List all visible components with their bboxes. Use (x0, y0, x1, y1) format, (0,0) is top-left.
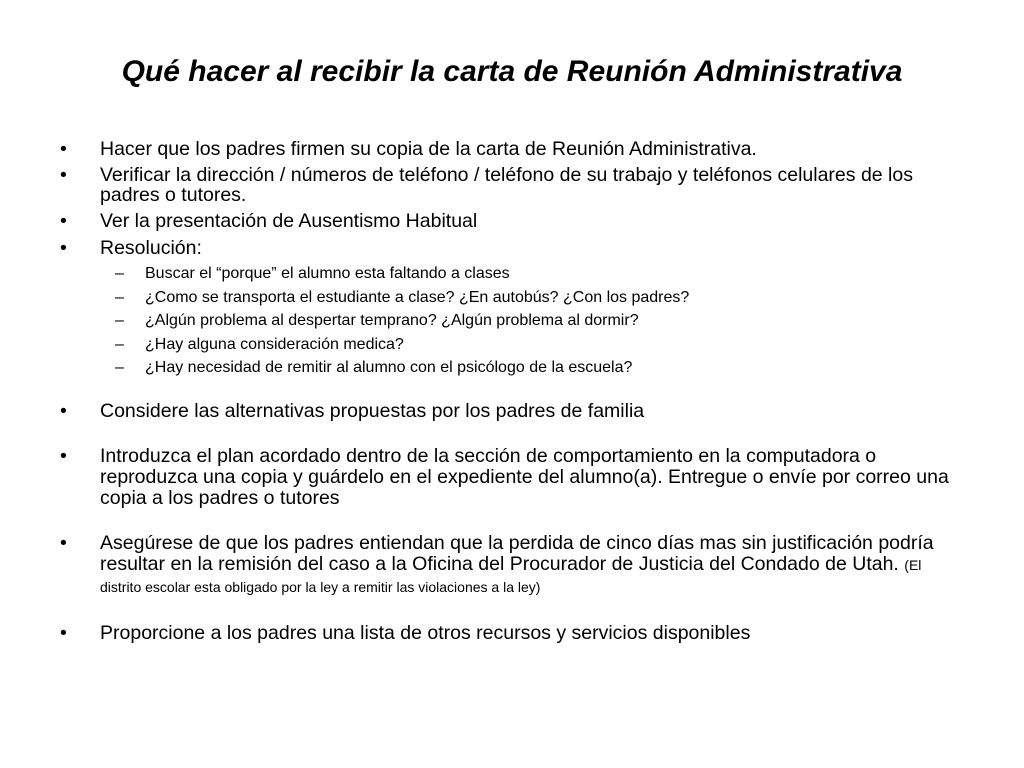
sub-item (58, 335, 958, 355)
sub-text: ¿Algún problema al despertar temprano? ¿Algún problema al dormir? (145, 312, 639, 329)
bullet-item (58, 400, 958, 422)
bullet-item (58, 622, 958, 644)
bullet-text: Considere las alternativas propuestas por los padres de familia (100, 400, 645, 422)
sub-text: ¿Hay alguna consideración medica? (145, 335, 404, 353)
sub-item (58, 288, 958, 308)
bullet-text: Asegúrese de que los padres entiendan que la perdida de cinco días mas sin justificación podría resultar en la remisión del caso a la Oficina del Procurador de Justicia del Condado de Utah. (100, 532, 934, 575)
sub-list (58, 264, 958, 378)
bullet-mark: • (60, 445, 67, 467)
sub-text: ¿Como se transporta el estudiante a clase? ¿En autobús? ¿Con los padres? (145, 288, 690, 306)
bullet-text: Resolución: (100, 237, 202, 259)
bullet-list (58, 138, 958, 649)
sub-item (58, 311, 958, 331)
bullet-text: Verificar la dirección / números de teléfono / teléfono de su trabajo y teléfonos celulares de los padres o tutores. (100, 164, 913, 206)
bullet-mark: • (60, 210, 67, 232)
bullet-mark: • (60, 400, 67, 422)
bullet-mark: • (60, 532, 67, 554)
bullet-item (58, 237, 958, 259)
legal-note: (El distrito escolar esta obligado por la ley a remitir las violaciones a la ley) (100, 557, 922, 595)
bullet-text: Introduzca el plan acordado dentro de la sección de comportamiento en la computadora o reproduzca una copia y guárdelo en el expediente del alumno(a). Entregue o envíe por correo una copia a los padres o tutores (100, 445, 949, 509)
sub-item (58, 358, 958, 378)
sub-text: ¿Hay necesidad de remitir al alumno con el psicólogo de la escuela? (145, 359, 633, 376)
bullet-mark: • (60, 138, 67, 160)
sub-item (58, 264, 958, 284)
bullet-item (58, 138, 958, 160)
bullet-item (58, 446, 958, 509)
bullet-mark: • (60, 237, 67, 259)
bullet-mark: • (60, 164, 67, 186)
slide-title: Qué hacer al recibir la carta de Reunión Administrativa (121, 55, 903, 88)
bullet-mark: • (60, 622, 67, 644)
bullet-item (58, 210, 958, 232)
dash-mark: – (115, 288, 124, 306)
bullet-text: Proporcione a los padres una lista de otros recursos y servicios disponibles (100, 622, 751, 644)
bullet-text: Hacer que los padres firmen su copia de la carta de Reunión Administrativa. (100, 138, 757, 160)
dash-mark: – (115, 335, 124, 353)
dash-mark: – (115, 265, 124, 282)
bullet-text: Ver la presentación de Ausentismo Habitual (100, 210, 478, 232)
dash-mark: – (115, 359, 124, 376)
bullet-item (58, 165, 958, 205)
sub-text: Buscar el “porque” el alumno esta faltando a clases (145, 265, 510, 282)
dash-mark: – (115, 312, 124, 329)
bullet-item (58, 533, 958, 598)
